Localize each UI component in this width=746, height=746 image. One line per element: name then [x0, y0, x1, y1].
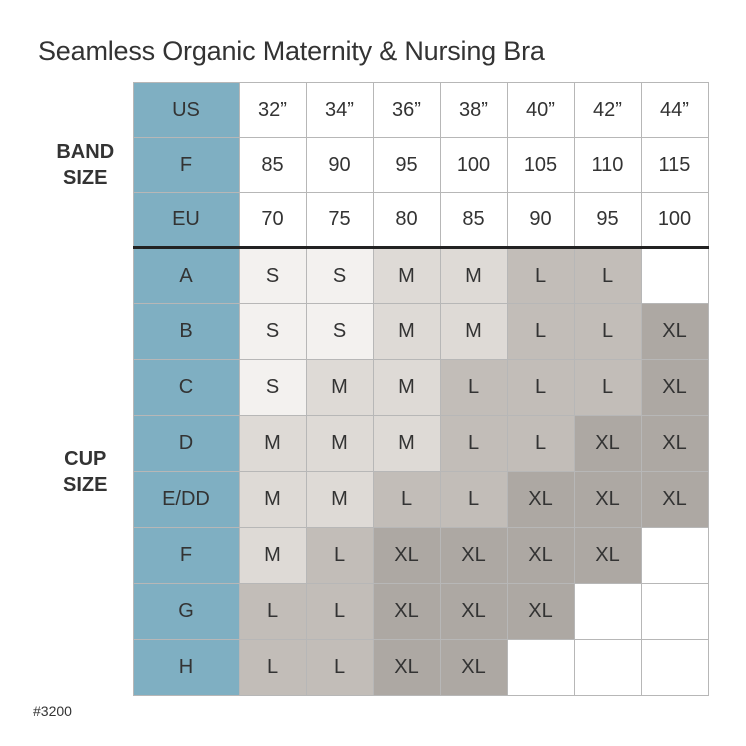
cup-row-header: G — [133, 584, 239, 640]
cup-row-header: F — [133, 528, 239, 584]
size-cell — [641, 640, 708, 696]
size-cell: L — [574, 304, 641, 360]
cup-row — [38, 304, 708, 360]
size-chart-table — [38, 82, 709, 696]
size-cell: XL — [574, 416, 641, 472]
band-value-cell: 95 — [373, 138, 440, 193]
product-code: #3200 — [33, 703, 72, 719]
cup-size-label-line2: SIZE — [63, 473, 108, 496]
band-value-cell: 100 — [641, 193, 708, 248]
size-cell: XL — [507, 472, 574, 528]
size-cell — [574, 640, 641, 696]
band-value-cell: 115 — [641, 138, 708, 193]
size-cell: XL — [574, 472, 641, 528]
size-cell: XL — [440, 528, 507, 584]
band-value-cell: 95 — [574, 193, 641, 248]
size-cell: L — [507, 248, 574, 304]
band-size-label — [38, 83, 133, 248]
band-row-header: US — [133, 83, 239, 138]
size-cell: M — [239, 528, 306, 584]
cup-row-header: D — [133, 416, 239, 472]
size-cell: XL — [373, 640, 440, 696]
size-cell: XL — [641, 304, 708, 360]
size-cell: L — [574, 360, 641, 416]
band-size-label-line2: SIZE — [63, 167, 108, 189]
band-value-cell: 85 — [440, 193, 507, 248]
size-cell: M — [440, 248, 507, 304]
size-cell: L — [440, 416, 507, 472]
cup-size-label — [38, 248, 133, 696]
size-cell: S — [239, 248, 306, 304]
band-value-cell: 70 — [239, 193, 306, 248]
size-cell: L — [440, 472, 507, 528]
size-cell: S — [239, 304, 306, 360]
band-value-cell: 40” — [507, 83, 574, 138]
band-value-cell: 42” — [574, 83, 641, 138]
cup-row — [38, 360, 708, 416]
size-cell: XL — [373, 584, 440, 640]
band-row — [38, 138, 708, 193]
band-value-cell: 110 — [574, 138, 641, 193]
size-cell: L — [507, 304, 574, 360]
cup-row — [38, 248, 708, 304]
band-value-cell: 80 — [373, 193, 440, 248]
band-value-cell: 75 — [306, 193, 373, 248]
size-cell: S — [306, 304, 373, 360]
band-value-cell: 36” — [373, 83, 440, 138]
size-cell: M — [306, 472, 373, 528]
band-value-cell: 38” — [440, 83, 507, 138]
size-cell: L — [239, 640, 306, 696]
size-cell: XL — [440, 640, 507, 696]
size-cell: XL — [373, 528, 440, 584]
cup-size-label-line1: CUP — [64, 447, 107, 470]
cup-row-header: E/DD — [133, 472, 239, 528]
size-cell: M — [239, 472, 306, 528]
size-cell — [641, 528, 708, 584]
size-cell: XL — [641, 472, 708, 528]
band-value-cell: 32” — [239, 83, 306, 138]
band-value-cell: 44” — [641, 83, 708, 138]
size-cell: XL — [440, 584, 507, 640]
size-cell: XL — [641, 416, 708, 472]
cup-row-header: A — [133, 248, 239, 304]
cup-row-header: B — [133, 304, 239, 360]
size-cell: L — [373, 472, 440, 528]
band-row-header: EU — [133, 193, 239, 248]
size-cell: L — [507, 416, 574, 472]
size-cell: L — [306, 528, 373, 584]
cup-row — [38, 584, 708, 640]
cup-row — [38, 528, 708, 584]
size-cell: S — [239, 360, 306, 416]
size-cell: M — [373, 360, 440, 416]
size-cell: L — [306, 584, 373, 640]
size-cell: S — [306, 248, 373, 304]
size-cell: L — [440, 360, 507, 416]
band-row — [38, 83, 708, 138]
size-cell: M — [306, 360, 373, 416]
cup-row — [38, 640, 708, 696]
cup-row-header: H — [133, 640, 239, 696]
size-cell: XL — [507, 528, 574, 584]
chart-title: Seamless Organic Maternity & Nursing Bra — [38, 36, 545, 66]
size-cell: XL — [574, 528, 641, 584]
cup-row-header: C — [133, 360, 239, 416]
size-cell: M — [373, 248, 440, 304]
size-cell: L — [239, 584, 306, 640]
size-cell: L — [306, 640, 373, 696]
size-cell — [641, 584, 708, 640]
size-cell: XL — [507, 584, 574, 640]
cup-row — [38, 472, 708, 528]
band-value-cell: 100 — [440, 138, 507, 193]
band-value-cell: 85 — [239, 138, 306, 193]
size-cell: L — [574, 248, 641, 304]
band-row — [38, 193, 708, 248]
band-value-cell: 90 — [507, 193, 574, 248]
size-cell — [574, 584, 641, 640]
size-cell — [641, 248, 708, 304]
size-cell: M — [306, 416, 373, 472]
size-cell: M — [440, 304, 507, 360]
band-size-label-line1: BAND — [56, 141, 115, 163]
band-value-cell: 90 — [306, 138, 373, 193]
size-cell: XL — [641, 360, 708, 416]
cup-row — [38, 416, 708, 472]
size-cell: M — [373, 304, 440, 360]
size-cell: L — [507, 360, 574, 416]
size-cell — [507, 640, 574, 696]
band-value-cell: 34” — [306, 83, 373, 138]
band-value-cell: 105 — [507, 138, 574, 193]
band-row-header: F — [133, 138, 239, 193]
size-cell: M — [373, 416, 440, 472]
size-cell: M — [239, 416, 306, 472]
